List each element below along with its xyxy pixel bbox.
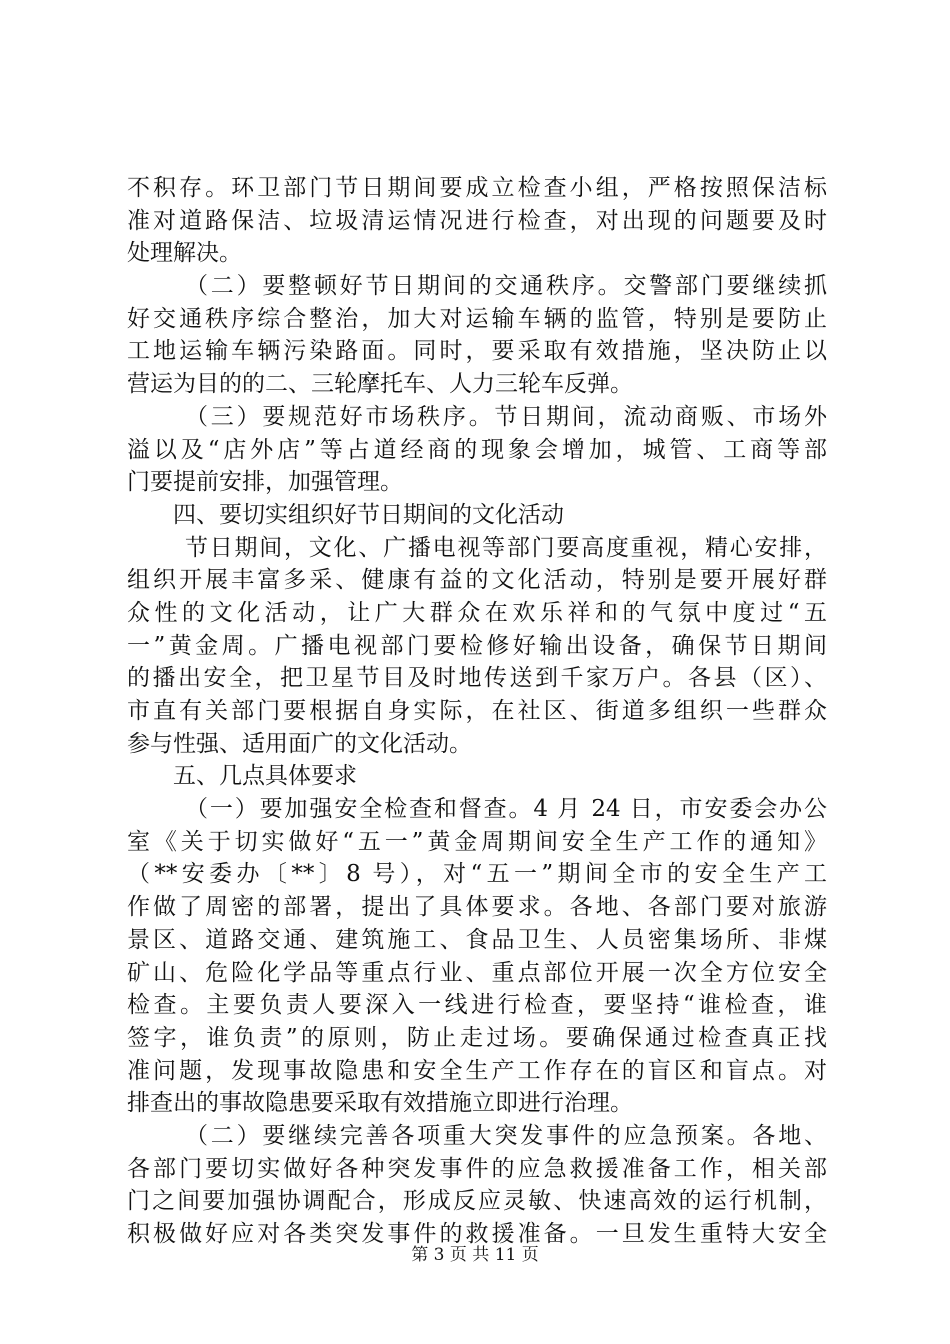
text-line: 矿山、危险化学品等重点行业、重点部位开展一次全方位安全 <box>127 959 827 986</box>
text-line: （二）要整顿好节日期间的交通秩序。交警部门要继续抓 <box>185 273 827 300</box>
text-line: 工地运输车辆污染路面。同时，要采取有效措施，坚决防止以 <box>127 338 827 365</box>
text-line: 签字，谁负责”的原则，防止走过场。要确保通过检查真正找 <box>127 1024 827 1051</box>
text-line: 组织开展丰富多采、健康有益的文化活动，特别是要开展好群 <box>127 567 827 594</box>
text-line: 营运为目的的二、三轮摩托车、人力三轮车反弹。 <box>127 371 633 398</box>
text-line: 参与性强、适用面广的文化活动。 <box>127 730 472 757</box>
text-line: 各部门要切实做好各种突发事件的应急救援准备工作，相关部 <box>127 1155 827 1182</box>
text-line: 景区、道路交通、建筑施工、食品卫生、人员密集场所、非煤 <box>127 926 827 953</box>
document-body <box>127 172 827 1251</box>
text-line: 准对道路保洁、垃圾清运情况进行检查，对出现的问题要及时 <box>127 207 827 234</box>
text-line: 门之间要加强协调配合，形成反应灵敏、快速高效的运行机制， <box>127 1188 827 1215</box>
text-line: （**安委办〔**〕8 号），对“五一”期间全市的安全生产工 <box>127 861 827 888</box>
text-line: （一）要加强安全检查和督查。4 月 24 日，市安委会办公 <box>185 796 827 823</box>
text-line: 众性的文化活动，让广大群众在欢乐祥和的气氛中度过“五 <box>127 599 827 626</box>
text-line: 一”黄金周。广播电视部门要检修好输出设备，确保节日期间 <box>127 632 827 659</box>
text-line: 市直有关部门要根据自身实际，在社区、街道多组织一些群众 <box>127 698 827 724</box>
text-line: （三）要规范好市场秩序。节日期间，流动商贩、市场外 <box>185 403 827 430</box>
text-line: 溢以及“店外店”等占道经商的现象会增加，城管、工商等部 <box>127 436 827 463</box>
section-heading: 五、几点具体要求 <box>173 763 357 790</box>
text-line: 的播出安全，把卫星节目及时地传送到千家万户。各县（区）、 <box>127 665 827 692</box>
text-line: （二）要继续完善各项重大突发事件的应急预案。各地、 <box>185 1122 827 1149</box>
text-line: 处理解决。 <box>127 240 242 267</box>
text-line: 门要提前安排，加强管理。 <box>127 469 403 496</box>
text-line: 积极做好应对各类突发事件的救援准备。一旦发生重特大安全 <box>127 1221 827 1247</box>
text-line: 室《关于切实做好“五一”黄金周期间安全生产工作的通知》 <box>127 828 827 855</box>
text-line: 准问题，发现事故隐患和安全生产工作存在的盲区和盲点。对 <box>127 1057 827 1084</box>
text-line: 节日期间，文化、广播电视等部门要高度重视，精心安排， <box>185 534 827 561</box>
page-footer: 第 3 页 共 11 页 <box>411 1245 539 1265</box>
text-line: 作做了周密的部署，提出了具体要求。各地、各部门要对旅游 <box>127 894 827 921</box>
text-line: 不积存。环卫部门节日期间要成立检查小组，严格按照保洁标 <box>127 175 827 201</box>
text-line: 好交通秩序综合整治，加大对运输车辆的监管，特别是要防止 <box>127 305 827 332</box>
text-line: 检查。主要负责人要深入一线进行检查，要坚持“谁检查，谁 <box>127 992 827 1019</box>
text-line: 排查出的事故隐患要采取有效措施立即进行治理。 <box>127 1090 633 1117</box>
section-heading: 四、要切实组织好节日期间的文化活动 <box>173 501 564 528</box>
